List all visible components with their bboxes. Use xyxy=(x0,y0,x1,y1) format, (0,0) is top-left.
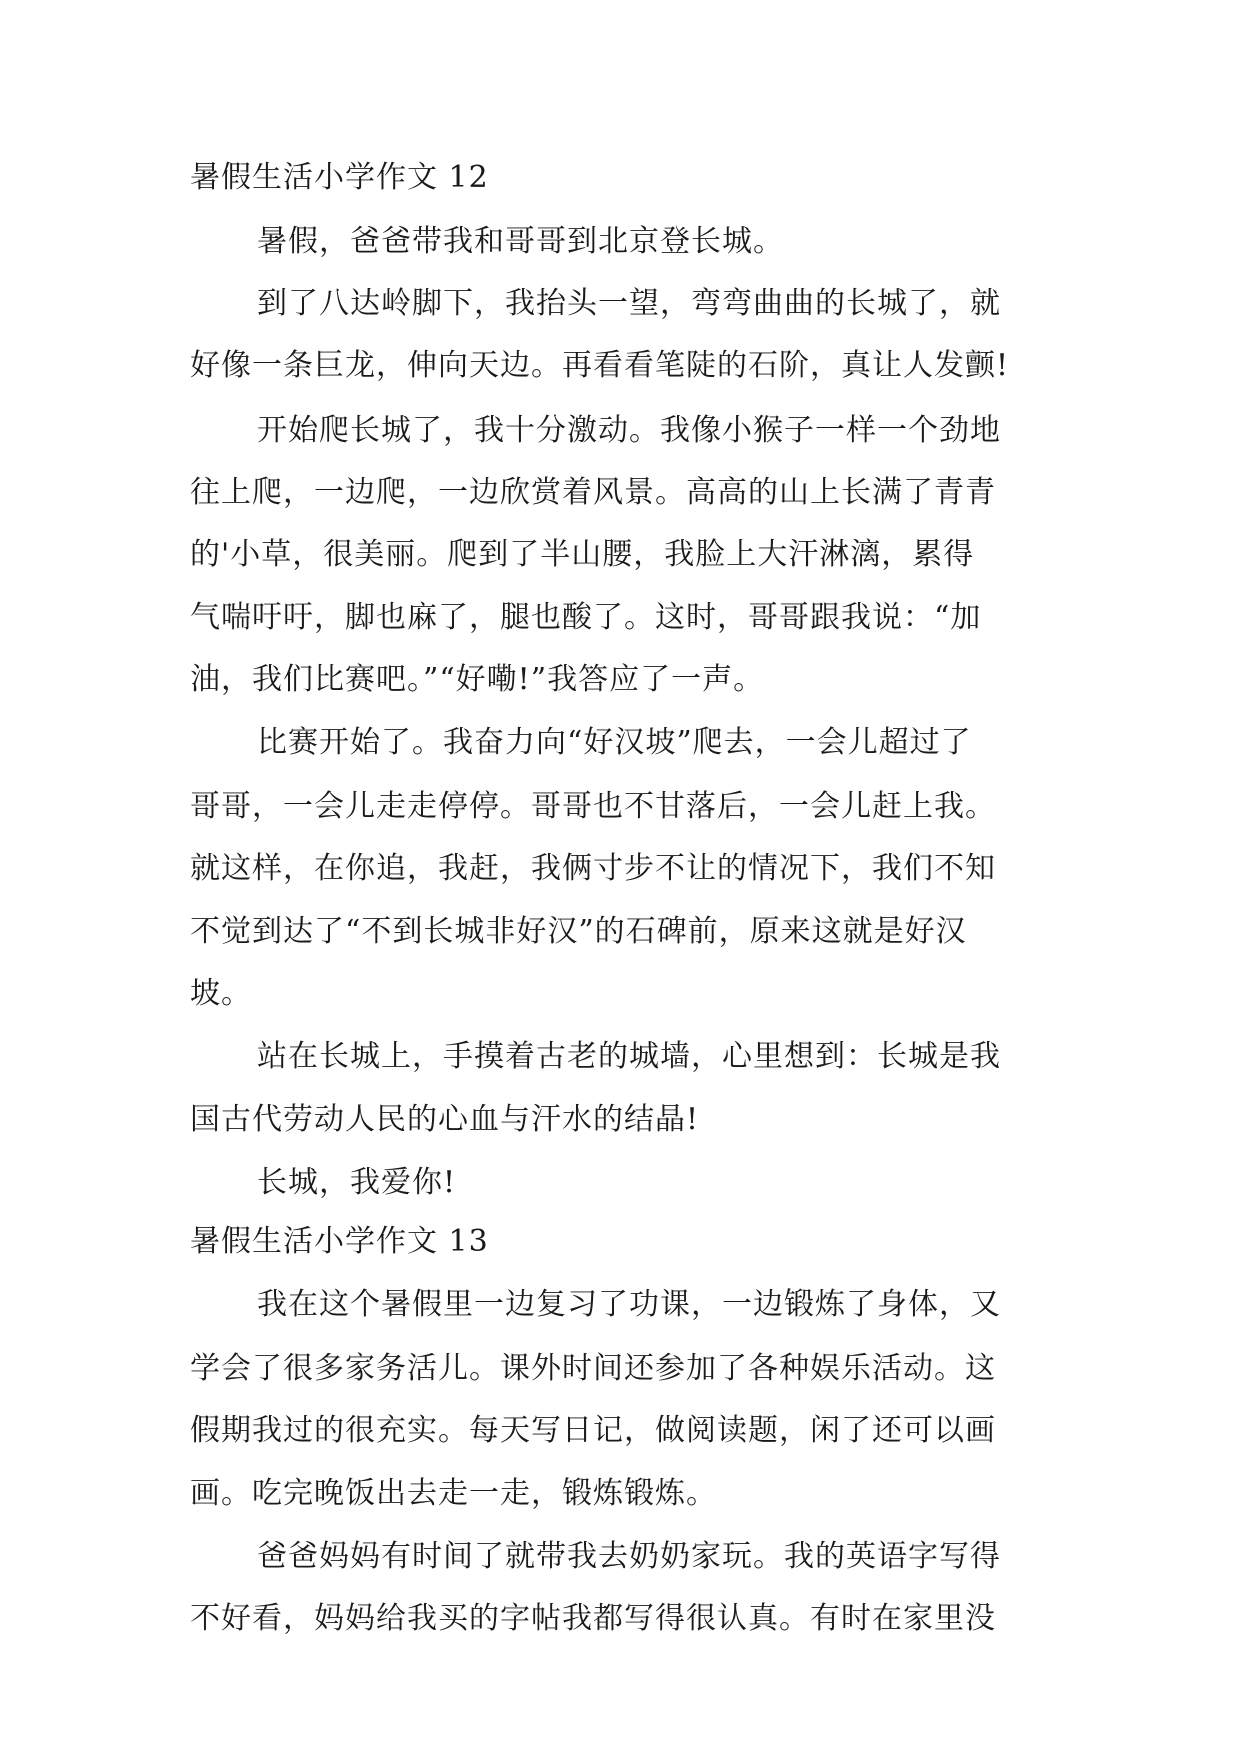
paragraph-line: 爸爸妈妈有时间了就带我去奶奶家玩。我的英语字写得 xyxy=(257,1539,1001,1574)
paragraph-line: 画。吃完晚饭出去走一走，锻炼锻炼。 xyxy=(190,1476,717,1511)
paragraph-line: 长城，我爱你! xyxy=(257,1165,457,1200)
paragraph-line: 好像一条巨龙，伸向天边。再看看笔陡的石阶，真让人发颤! xyxy=(190,348,1010,383)
paragraph-line: 坡。 xyxy=(190,976,252,1011)
paragraph-line: 不好看，妈妈给我买的字帖我都写得很认真。有时在家里没 xyxy=(190,1601,996,1636)
paragraph-line: 气喘吁吁，脚也麻了，腿也酸了。这时，哥哥跟我说：“加 xyxy=(190,600,982,635)
paragraph-line: 的'小草，很美丽。爬到了半山腰，我脸上大汗淋漓，累得 xyxy=(190,537,975,572)
paragraph-line: 哥哥，一会儿走走停停。哥哥也不甘落后，一会儿赶上我。 xyxy=(190,789,996,824)
paragraph-line: 比赛开始了。我奋力向“好汉坡”爬去，一会儿超过了 xyxy=(257,725,972,760)
paragraph-line: 就这样，在你追，我赶，我俩寸步不让的情况下，我们不知 xyxy=(190,851,996,886)
paragraph-line: 我在这个暑假里一边复习了功课，一边锻炼了身体，又 xyxy=(257,1287,1001,1322)
paragraph-line: 暑假，爸爸带我和哥哥到北京登长城。 xyxy=(257,224,784,259)
paragraph-line: 开始爬长城了，我十分激动。我像小猴子一样一个劲地 xyxy=(257,413,1001,448)
paragraph-line: 不觉到达了“不到长城非好汉”的石碑前，原来这就是好汉 xyxy=(190,914,967,949)
paragraph-line: 到了八达岭脚下，我抬头一望，弯弯曲曲的长城了，就 xyxy=(257,286,1001,321)
paragraph-line: 学会了很多家务活儿。课外时间还参加了各种娱乐活动。这 xyxy=(190,1351,996,1386)
paragraph-line: 假期我过的很充实。每天写日记，做阅读题，闲了还可以画 xyxy=(190,1413,996,1448)
paragraph-line: 往上爬，一边爬，一边欣赏着风景。高高的山上长满了青青 xyxy=(190,475,996,510)
paragraph-line: 油，我们比赛吧。”“好嘞!”我答应了一声。 xyxy=(190,662,765,697)
essay-title-12: 暑假生活小学作文 12 xyxy=(190,160,489,195)
paragraph-line: 国古代劳动人民的心血与汗水的结晶! xyxy=(190,1102,700,1137)
paragraph-line: 站在长城上，手摸着古老的城墙，心里想到：长城是我 xyxy=(257,1039,1001,1074)
essay-title-13: 暑假生活小学作文 13 xyxy=(190,1224,489,1259)
